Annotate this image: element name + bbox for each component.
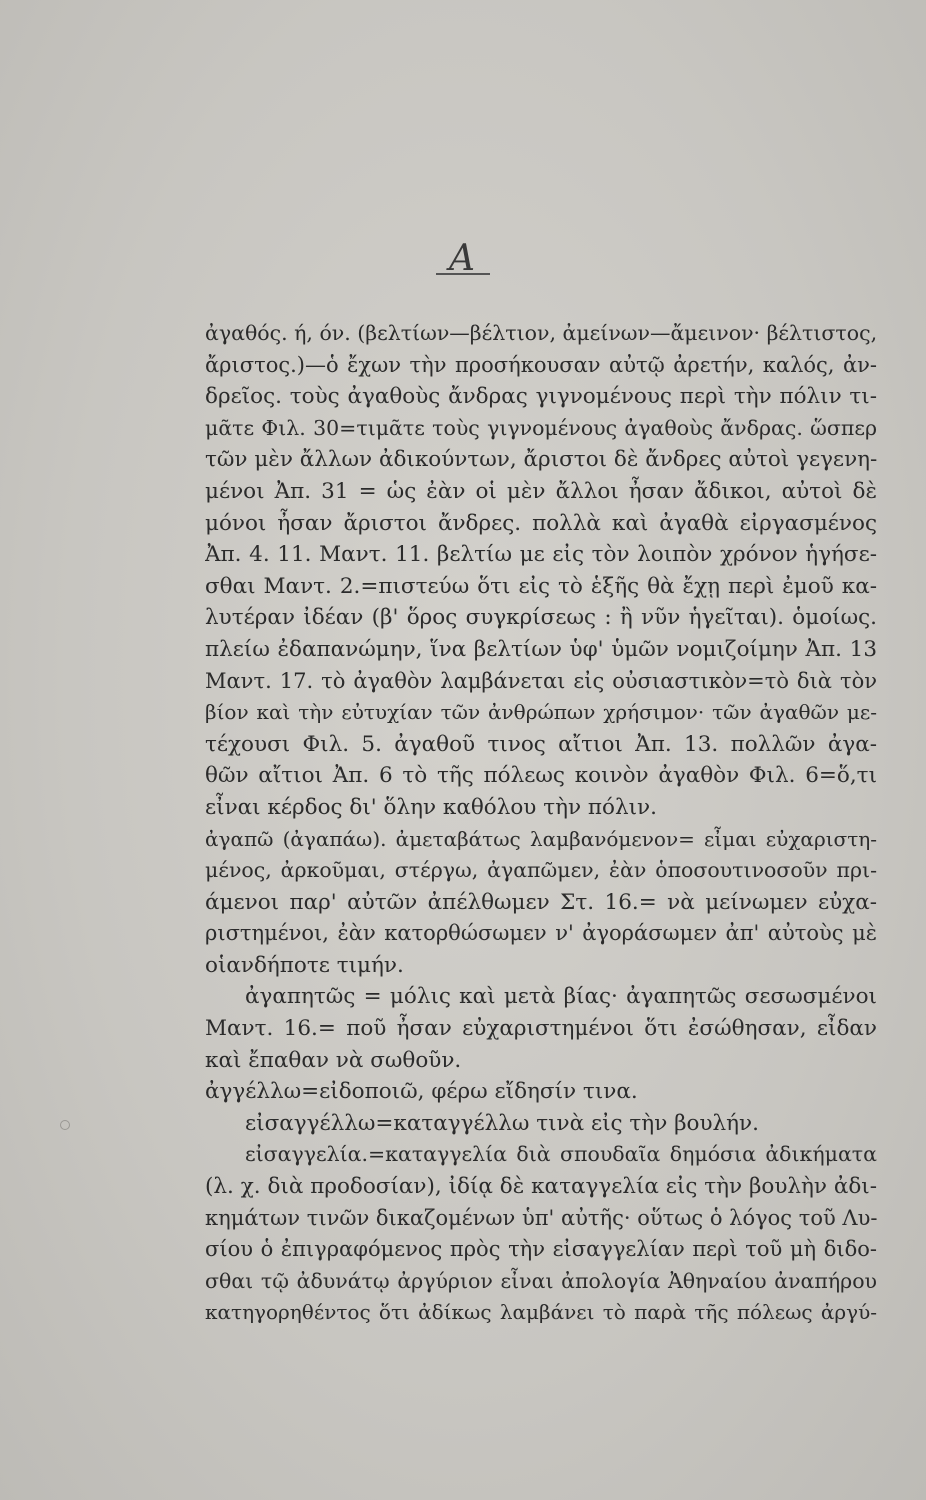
text-line: μόνοι ἦσαν ἄριστοι ἄνδρες. πολλὰ καὶ ἀγαθὰ εἰργασμένος xyxy=(205,510,877,536)
text-line: (λ. χ. διὰ προδοσίαν), ἰδίᾳ δὲ καταγγελία εἰς τὴν βουλὴν ἀδι- xyxy=(205,1174,877,1200)
text-line: σθαι τῷ ἀδυνάτῳ ἀργύριον εἶναι ἀπολογία Ἀθηναίου ἀναπήρου xyxy=(205,1268,877,1293)
text-line: κημάτων τινῶν δικαζομένων ὑπ' αὐτῆς· οὕτως ὁ λόγος τοῦ Λυ- xyxy=(205,1205,877,1230)
text-line: Ἀπ. 4. 11. Μαντ. 11. βελτίω με εἰς τὸν λοιπὸν χρόνον ἡγήσε- xyxy=(205,542,877,568)
text-line: ἀγαπῶ (ἀγαπάω). ἀμεταβάτως λαμβανόμενον= εἶμαι εὐχαριστη- xyxy=(205,826,877,851)
text-line: θῶν αἴτιοι Ἀπ. 6 τὸ τῆς πόλεως κοινὸν ἀγαθὸν Φιλ. 6=ὅ,τι xyxy=(205,763,877,789)
text-line: λυτέραν ἰδέαν (β' ὅρος συγκρίσεως : ἢ νῦν ἡγεῖται). ὁμοίως. xyxy=(205,605,877,631)
text-line: τῶν μὲν ἄλλων ἀδικούντων, ἄριστοι δὲ ἄνδρες αὐτοὶ γεγενη- xyxy=(205,447,877,473)
text-line: οἱανδήποτε τιμήν. xyxy=(205,952,404,978)
text-line: μᾶτε Φιλ. 30=τιμᾶτε τοὺς γιγνομένους ἀγαθοὺς ἄνδρας. ὥσπερ xyxy=(205,415,877,440)
section-letter-glyph: A xyxy=(449,238,477,279)
dictionary-text xyxy=(205,318,877,1329)
text-line: βίον καὶ τὴν εὐτυχίαν τῶν ἀνθρώπων χρήσιμον· τῶν ἀγαθῶν με- xyxy=(205,700,877,725)
text-line: εἰσαγγελία.=καταγγελία διὰ σπουδαῖα δημόσια ἀδικήματα xyxy=(245,1142,877,1167)
text-line: Μαντ. 17. τὸ ἀγαθὸν λαμβάνεται εἰς οὐσιαστικὸν=τὸ διὰ τὸν xyxy=(205,668,877,693)
text-line: εἶναι κέρδος δι' ὅλην καθόλου τὴν πόλιν. xyxy=(205,794,657,820)
text-line: άμενοι παρ' αὐτῶν ἀπέλθωμεν Στ. 16.= νὰ μείνωμεν εὐχα- xyxy=(205,889,877,915)
text-line: καὶ ἔπαθαν νὰ σωθοῦν. xyxy=(205,1047,462,1073)
text-line: πλείω ἐδαπανώμην, ἵνα βελτίων ὑφ' ὑμῶν νομιζοίμην Ἀπ. 13 xyxy=(205,636,877,662)
text-line: ἀγαθός. ή, όν. (βελτίων—βέλτιον, ἀμείνων—ἄμεινον· βέλτιστος, xyxy=(205,321,877,345)
text-line: ἀγγέλλω=εἰδοποιῶ, φέρω εἴδησίν τινα. xyxy=(205,1079,638,1105)
text-line: μένοι Ἀπ. 31 = ὡς ἐὰν οἱ μὲν ἄλλοι ἦσαν ἄδικοι, αὐτοὶ δὲ xyxy=(205,478,877,504)
text-line: τέχουσι Φιλ. 5. ἀγαθοῦ τινος αἴτιοι Ἀπ. 13. πολλῶν ἀγα- xyxy=(205,731,877,757)
text-line: σθαι Μαντ. 2.=πιστεύω ὅτι εἰς τὸ ἑξῆς θὰ ἔχῃ περὶ ἐμοῦ κα- xyxy=(205,573,877,599)
text-line: Μαντ. 16.= ποῦ ἦσαν εὐχαριστημένοι ὅτι ἐσώθησαν, εἶδαν xyxy=(205,1016,877,1042)
text-line: μένος, ἀρκοῦμαι, στέργω, ἀγαπῶμεν, ἐὰν ὁποσουτινοσοῦν πρι- xyxy=(205,858,877,883)
text-line: σίου ὁ ἐπιγραφόμενος πρὸς τὴν εἰσαγγελίαν περὶ τοῦ μὴ διδο- xyxy=(205,1237,877,1262)
text-line: δρεῖος. τοὺς ἀγαθοὺς ἄνδρας γιγνομένους περὶ τὴν πόλιν τι- xyxy=(205,384,877,410)
margin-mark xyxy=(60,1120,70,1130)
text-line: ριστημένοι, ἐὰν κατορθώσωμεν ν' ἀγοράσωμεν ἀπ' αὐτοὺς μὲ xyxy=(205,921,877,946)
text-line: κατηγορηθέντος ὅτι ἀδίκως λαμβάνει τὸ παρὰ τῆς πόλεως ἀργύ- xyxy=(205,1300,877,1325)
text-line: εἰσαγγέλλω=καταγγέλλω τινὰ εἰς τὴν βουλήν. xyxy=(245,1110,759,1136)
section-letter xyxy=(0,238,926,279)
text-line: ἄριστος.)—ὁ ἔχων τὴν προσήκουσαν αὐτῷ ἀρετήν, καλός, ἀν- xyxy=(205,352,877,377)
text-line: ἀγαπητῶς = μόλις καὶ μετὰ βίας· ἀγαπητῶς σεσωσμένοι xyxy=(245,984,877,1010)
